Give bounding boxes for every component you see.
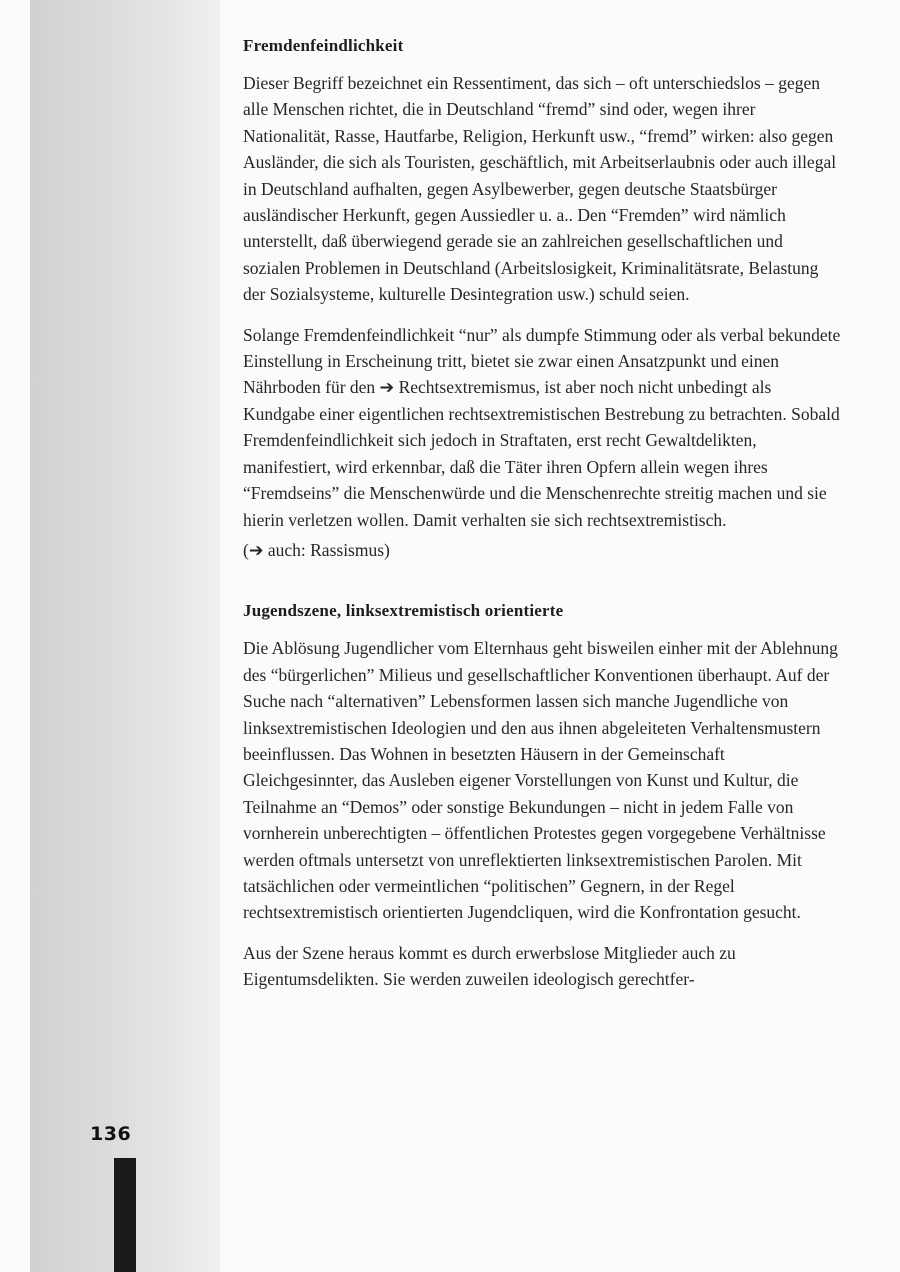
page-margin-strip [30,0,220,1272]
section-heading-jugendszene: Jugendszene, linksextremistisch orientierte [243,601,564,621]
paragraph: Dieser Begriff bezeichnet ein Ressentiment, das sich – oft unterschiedslos – gegen alle Menschen richtet, die in Deutschland “fremd” sind oder, wegen ihrer Nationalität, Rasse, Hautfarbe, Religion, Herkunft usw., “fremd” wirken: also gegen Ausländer, die sich als Touristen, geschäftlich, mit Arbeitserlaubnis oder auch illegal in Deutschland aufhalten, gegen Asylbewerber, gegen deutsche Staatsbürger ausländischer Herkunft, gegen Aussiedler u. a.. Den “Fremden” wird nämlich unterstellt, daß überwiegend gerade sie an zahlreichen gesellschaftlichen und sozialen Problemen in Deutschland (Arbeitslosigkeit, Kriminalitätsrate, Belastung der Sozialsysteme, kulturelle Desintegration usw.) schuld seien. [243,73,837,305]
cross-reference: (➔ auch: Rassismus) [243,539,390,560]
paragraph: Die Ablösung Jugendlicher vom Elternhaus geht bisweilen einher mit der Ablehnung des “bürgerlichen” Milieus und gesellschaftlicher Konventionen überhaupt. Auf der Suche nach “alternativen” Lebensformen lassen sich manche Jugendliche von linksextremistischen Ideologien und den aus ihnen abgeleiteten Verhaltensmustern beeinflussen. Das Wohnen in besetzten Häusern in der Gemeinschaft Gleichgesinnter, das Ausleben eigener Vorstellungen von Kunst und Kultur, die Teilnahme an “Demos” oder sonstige Bekundungen – nicht in jedem Falle von vornherein unberechtigten – öffentlichen Protestes gegen vorgegebene Verhältnisse werden oftmals untersetzt von unreflektierten linksextremistischen Parolen. Mit tatsächlichen oder vermeintlichen “politischen” Gegnern, in der Regel rechtsextremistisch orientierten Jugendcliquen, wird die Konfrontation gesucht. [243,638,838,923]
page-number: 136 [90,1123,132,1145]
section-heading-fremdenfeindlichkeit: Fremdenfeindlichkeit [243,36,404,55]
section-spacer [243,577,843,601]
paragraph: Solange Fremdenfeindlichkeit “nur” als dumpfe Stimmung oder als verbal bekundete Einstellung in Erscheinung tritt, bietet sie zwar einen Ansatzpunkt und einen Nährboden für den ➔ Rechtsextremismus, ist aber noch nicht unbedingt als Kundgabe einer eigentlichen rechtsextremistischen Bestrebung zu betrachten. Sobald Fremdenfeindlichkeit sich jedoch in Straftaten, erst recht Gewaltdelikten, manifestiert, wird erkennbar, daß die Täter ihren Opfern allein wegen ihres “Fremdseins” die Menschenwürde und die Menschenrechte streitig machen und sie hierin verletzen wollen. Damit verhalten sie sich rechtsextremistisch. [243,324,841,530]
page-content [243,36,843,1007]
thumb-index-bar [114,1158,136,1272]
paragraph: Aus der Szene heraus kommt es durch erwerbslose Mitglieder auch zu Eigentumsdelikten. Sie werden zuweilen ideologisch gerechtfer- [243,942,736,990]
